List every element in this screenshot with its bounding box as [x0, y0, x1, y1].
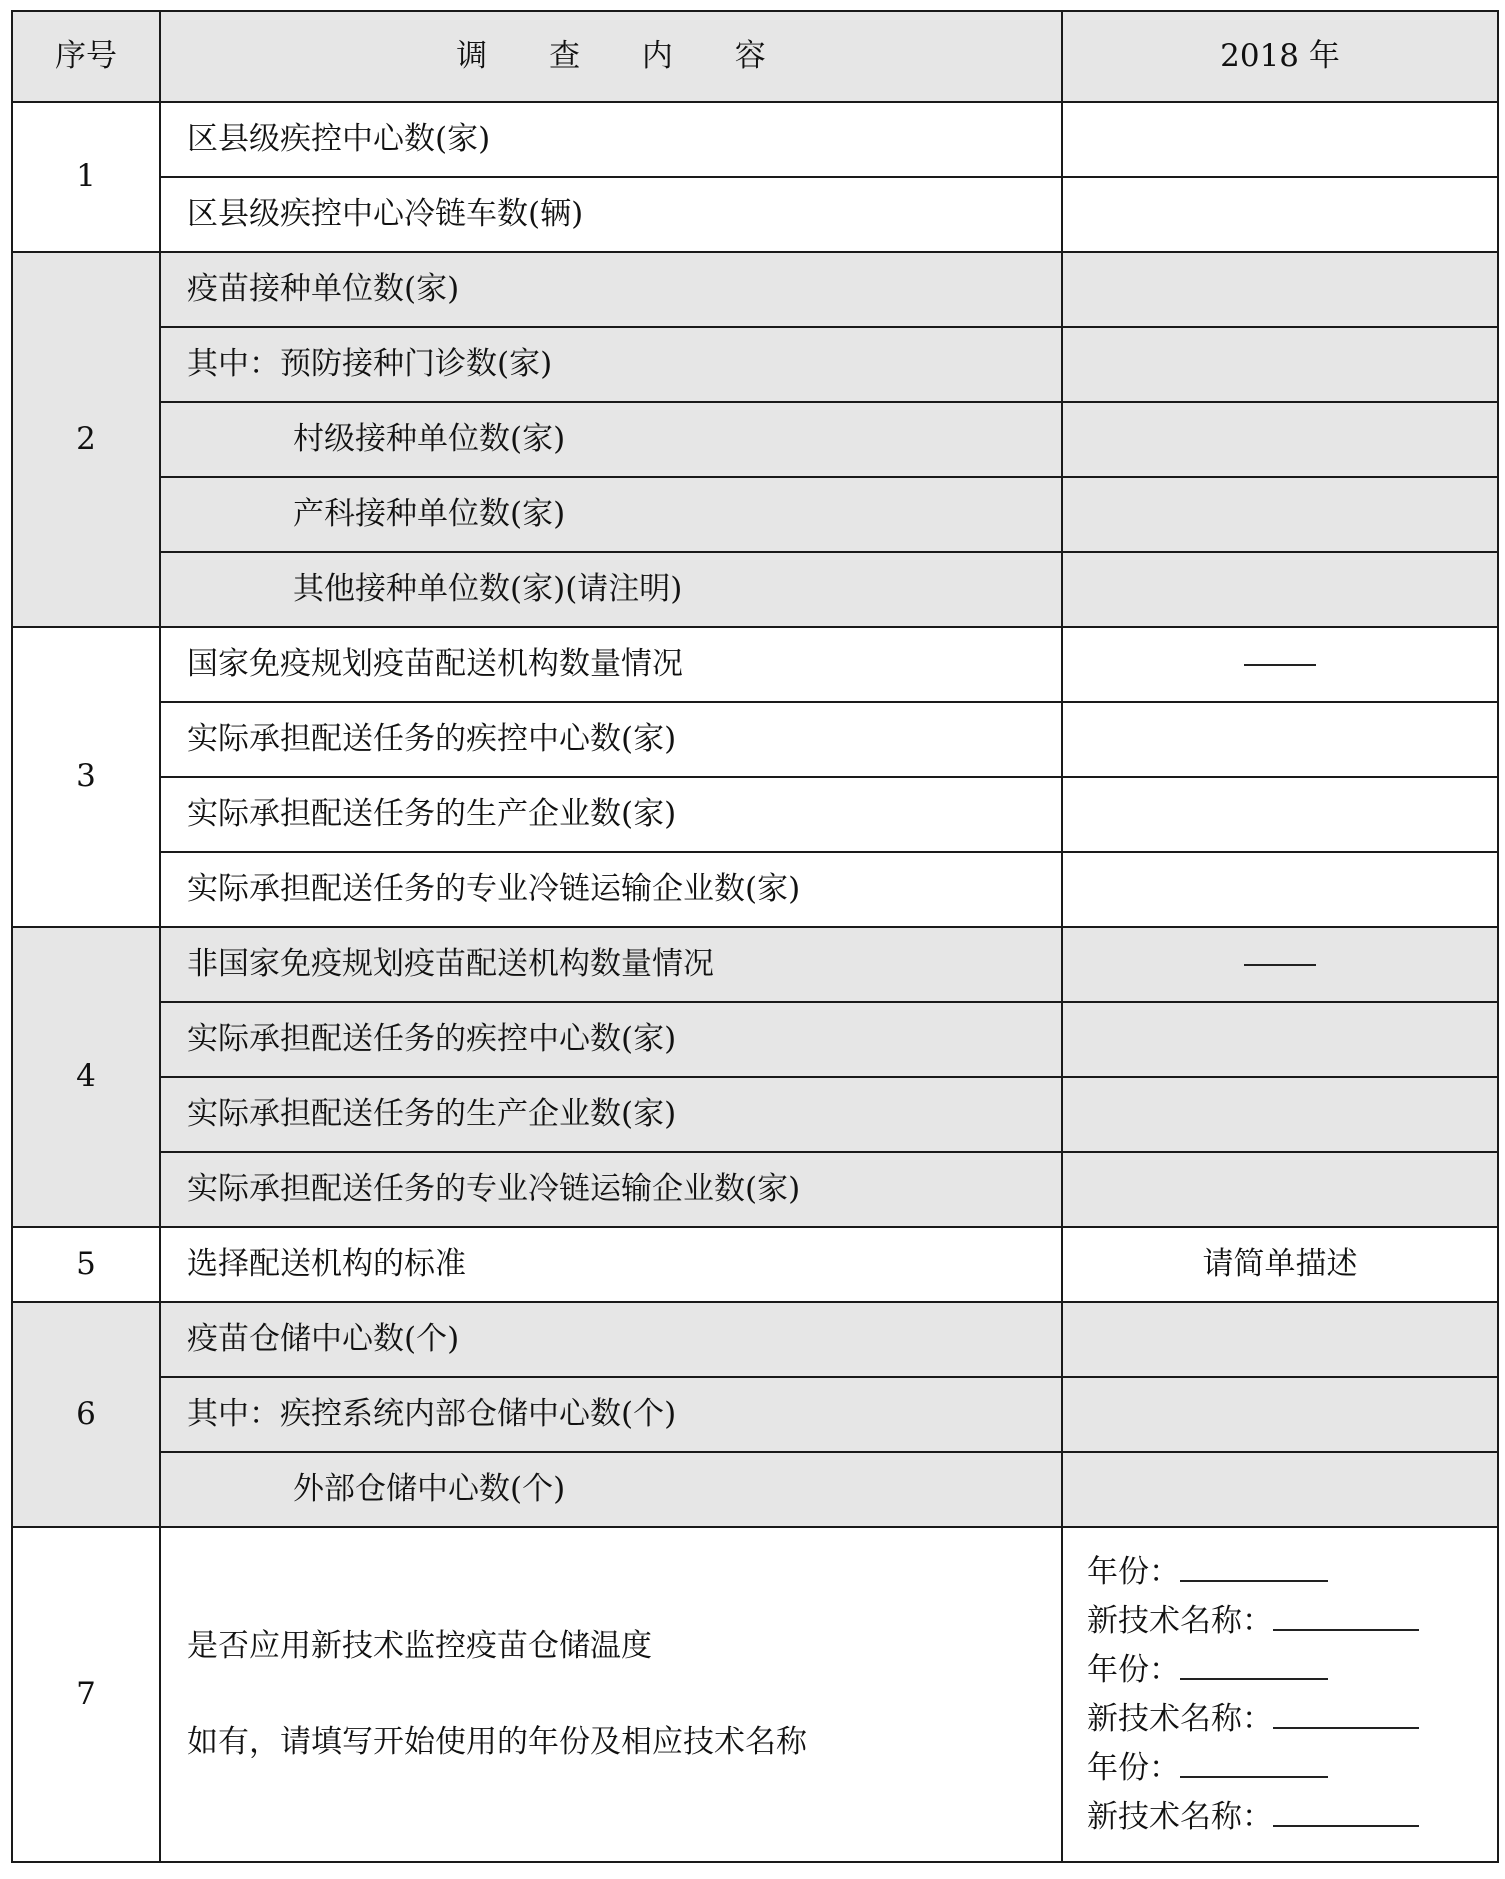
value-cell[interactable] [1062, 702, 1498, 777]
year-label: 年份： [1087, 1749, 1180, 1786]
table-row [12, 477, 1498, 552]
survey-item: 实际承担配送任务的专业冷链运输企业数(家) [160, 1152, 1062, 1227]
value-cell[interactable] [1062, 627, 1498, 702]
survey-item: 其中：预防接种门诊数(家) [160, 327, 1062, 402]
tech-name-blank[interactable] [1273, 1825, 1419, 1827]
row-number: 4 [12, 927, 160, 1227]
row-number: 1 [12, 102, 160, 252]
row-number: 5 [12, 1227, 160, 1302]
survey-item: 疫苗仓储中心数(个) [160, 1302, 1062, 1377]
header-year: 2018 年 [1062, 11, 1498, 102]
table-row [12, 1152, 1498, 1227]
row-number: 3 [12, 627, 160, 927]
survey-item: 村级接种单位数(家) [160, 402, 1062, 477]
dash-mark [1244, 964, 1316, 966]
survey-table-container [11, 10, 1497, 1869]
value-cell[interactable] [1062, 1152, 1498, 1227]
value-cell[interactable] [1062, 327, 1498, 402]
year-blank[interactable] [1180, 1776, 1328, 1778]
value-cell[interactable] [1062, 177, 1498, 252]
survey-item: 非国家免疫规划疫苗配送机构数量情况 [160, 927, 1062, 1002]
table-row [12, 102, 1498, 177]
survey-item: 疫苗接种单位数(家) [160, 252, 1062, 327]
table-row [12, 1077, 1498, 1152]
tech-name-label: 新技术名称： [1087, 1798, 1273, 1835]
tech-name-field[interactable] [1087, 1793, 1497, 1842]
value-cell[interactable] [1062, 1377, 1498, 1452]
dash-mark [1244, 664, 1316, 666]
row-number: 2 [12, 252, 160, 627]
tech-name-field[interactable] [1087, 1695, 1497, 1744]
value-cell[interactable] [1062, 777, 1498, 852]
survey-item: 外部仓储中心数(个) [160, 1452, 1062, 1527]
header-item-label: 调 查 内 容 [456, 37, 792, 74]
table-row [12, 1227, 1498, 1302]
table-row [12, 1452, 1498, 1527]
table-row [12, 627, 1498, 702]
tech-name-blank[interactable] [1273, 1727, 1419, 1729]
value-cell[interactable] [1062, 102, 1498, 177]
table-row [12, 177, 1498, 252]
tech-name-blank[interactable] [1273, 1629, 1419, 1631]
tech-name-label: 新技术名称： [1087, 1602, 1273, 1639]
value-cell[interactable] [1062, 477, 1498, 552]
year-field[interactable] [1087, 1548, 1497, 1597]
survey-item: 实际承担配送任务的疾控中心数(家) [160, 1002, 1062, 1077]
survey-item: 国家免疫规划疫苗配送机构数量情况 [160, 627, 1062, 702]
table-row [12, 1002, 1498, 1077]
value-cell[interactable] [1062, 402, 1498, 477]
table-row [12, 1527, 1498, 1862]
survey-item: 选择配送机构的标准 [160, 1227, 1062, 1302]
header-no: 序号 [12, 11, 160, 102]
table-row [12, 252, 1498, 327]
survey-item: 产科接种单位数(家) [160, 477, 1062, 552]
table-row [12, 552, 1498, 627]
row7-instruction: 如有，请填写开始使用的年份及相应技术名称 [187, 1723, 807, 1760]
row-number: 6 [12, 1302, 160, 1527]
header-item [160, 11, 1062, 102]
survey-item: 实际承担配送任务的生产企业数(家) [160, 1077, 1062, 1152]
row-number: 7 [12, 1527, 160, 1862]
survey-item: 区县级疾控中心数(家) [160, 102, 1062, 177]
table-row [12, 777, 1498, 852]
table-row [12, 402, 1498, 477]
value-cell[interactable] [1062, 852, 1498, 927]
year-field[interactable] [1087, 1744, 1497, 1793]
value-cell[interactable] [1062, 252, 1498, 327]
table-row [12, 1302, 1498, 1377]
survey-item: 其他接种单位数(家)(请注明) [160, 552, 1062, 627]
table-row [12, 702, 1498, 777]
year-label: 年份： [1087, 1651, 1180, 1688]
value-cell[interactable]: 请简单描述 [1062, 1227, 1498, 1302]
value-cell[interactable] [1062, 1452, 1498, 1527]
survey-item: 区县级疾控中心冷链车数(辆) [160, 177, 1062, 252]
table-row [12, 927, 1498, 1002]
table-header-row [12, 11, 1498, 102]
table-row [12, 852, 1498, 927]
survey-item: 实际承担配送任务的疾控中心数(家) [160, 702, 1062, 777]
year-field[interactable] [1087, 1646, 1497, 1695]
tech-name-label: 新技术名称： [1087, 1700, 1273, 1737]
value-cell[interactable] [1062, 1077, 1498, 1152]
year-blank[interactable] [1180, 1580, 1328, 1582]
value-cell[interactable] [1062, 552, 1498, 627]
value-cell[interactable] [1062, 1302, 1498, 1377]
tech-name-field[interactable] [1087, 1597, 1497, 1646]
survey-item [160, 1527, 1062, 1862]
table-row [12, 327, 1498, 402]
value-cell[interactable] [1062, 1002, 1498, 1077]
year-blank[interactable] [1180, 1678, 1328, 1680]
survey-item: 其中：疾控系统内部仓储中心数(个) [160, 1377, 1062, 1452]
survey-item: 实际承担配送任务的专业冷链运输企业数(家) [160, 852, 1062, 927]
year-label: 年份： [1087, 1553, 1180, 1590]
row7-question: 是否应用新技术监控疫苗仓储温度 [187, 1628, 652, 1665]
survey-table [11, 10, 1499, 1863]
table-row [12, 1377, 1498, 1452]
survey-item: 实际承担配送任务的生产企业数(家) [160, 777, 1062, 852]
row7-fill-cell [1062, 1527, 1498, 1862]
value-cell[interactable] [1062, 927, 1498, 1002]
